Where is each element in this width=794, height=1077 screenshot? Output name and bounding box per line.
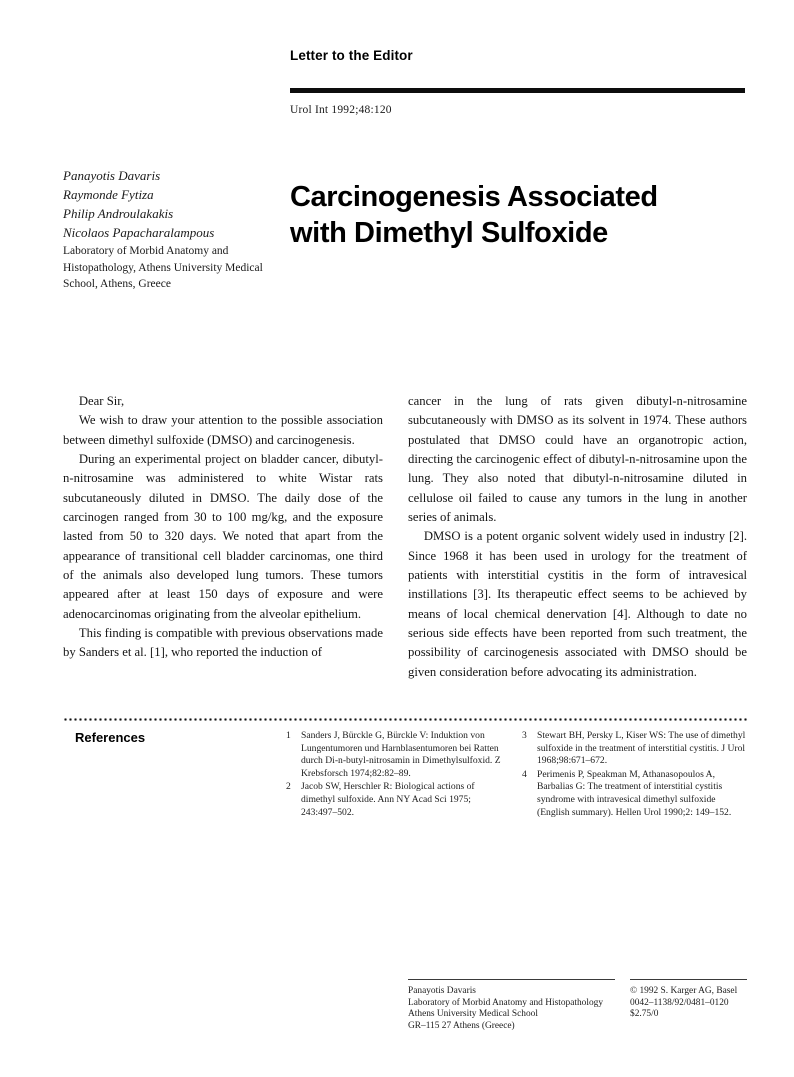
reference-number: 1 bbox=[286, 730, 291, 741]
affiliation-line: School, Athens, Greece bbox=[63, 278, 171, 290]
author-name: Panayotis Davaris bbox=[63, 168, 161, 183]
author-name: Raymonde Fytiza bbox=[63, 187, 154, 202]
author-name: Philip Androulakakis bbox=[63, 206, 174, 221]
references-column-2 bbox=[522, 730, 747, 820]
affiliation-line: Laboratory of Morbid Anatomy and bbox=[63, 245, 229, 257]
correspondence-block bbox=[408, 986, 620, 1032]
body-paragraph: During an experimental project on bladder cancer, dibutyl-n-nitrosamine was administered to white Wistar rats subcutaneously diluted in DMSO. The daily dose of the carcinogen ranged from 30 to 100 mg/kg, and the exposure lasted from 50 to 320 days. We noted that apart from the appearance of transitional cell bladder carcinomas, one third of the animals also developed lung tumors. These tumors appeared after at least 150 days of exposure and were adenocarcinomas originating from the alveolar epithelium. bbox=[63, 452, 383, 621]
issn-line: 0042–1138/92/0481–0120 bbox=[630, 997, 729, 1008]
journal-citation: Urol Int 1992;48:120 bbox=[290, 104, 392, 116]
body-column-right bbox=[408, 392, 747, 682]
author-name: Nicolaos Papacharalampous bbox=[63, 225, 215, 240]
price-line: $2.75/0 bbox=[630, 1009, 659, 1020]
reference-number: 4 bbox=[522, 768, 527, 780]
title-line-2: with Dimethyl Sulfoxide bbox=[290, 217, 608, 250]
reference-item bbox=[522, 730, 747, 768]
references-column-1 bbox=[286, 730, 508, 820]
references-divider bbox=[63, 718, 747, 721]
correspondence-line: Athens University Medical School bbox=[408, 1009, 538, 1020]
affiliation-line: Histopathology, Athens University Medical bbox=[63, 261, 263, 274]
reference-item bbox=[286, 781, 508, 819]
page-title bbox=[290, 179, 720, 251]
body-paragraph: cancer in the lung of rats given dibutyl-n-nitrosamine subcutaneously with DMSO as its solvent in 1974. These authors postulated that DMSO could have an organotropic action, directing the carcinogenic effect of dibutyl-n-nitrosamine upon the lung. They also noted that dibutyl-n-nitrosamine diluted in cellulose oil failed to cause any tumors in the lung in another series of animals. bbox=[408, 394, 747, 525]
footer-rule-right bbox=[630, 979, 747, 980]
correspondence-line: GR–115 27 Athens (Greece) bbox=[408, 1020, 515, 1031]
body-column-left bbox=[63, 392, 383, 663]
reference-number: 2 bbox=[286, 781, 291, 793]
reference-item bbox=[286, 730, 508, 780]
body-paragraph: This finding is compatible with previous observations made by Sanders et al. [1], who reported the induction of bbox=[63, 626, 383, 660]
body-paragraph: DMSO is a potent organic solvent widely used in industry [2]. Since 1968 it has been used in urology for the treatment of patients with interstitial cystitis in the form of intravesical instillations [3]. Its therapeutic effect seems to be achieved by means of local chemical denervation [4]. Although to date no serious side effects have been reported from such treatment, the possibility of carcinogenesis associated with DMSO should be given consideration before advocating its administration. bbox=[408, 529, 747, 679]
affiliation-block bbox=[63, 243, 281, 293]
section-label: Letter to the Editor bbox=[290, 48, 413, 63]
copyright-line: © 1992 S. Karger AG, Basel bbox=[630, 986, 738, 996]
reference-number: 3 bbox=[522, 730, 527, 741]
correspondence-line: Laboratory of Morbid Anatomy and Histopathology bbox=[408, 997, 604, 1008]
body-paragraph: We wish to draw your attention to the possible association between dimethyl sulfoxide (DMSO) and carcinogenesis. bbox=[63, 413, 383, 447]
references-heading: References bbox=[75, 730, 146, 745]
publisher-block bbox=[630, 986, 755, 1021]
footer-rule-left bbox=[408, 979, 615, 980]
reference-text: Stewart BH, Persky L, Kiser WS: The use of dimethyl sulfoxide in the treatment of interstitial cystitis. J Urol 1968;98:671–672. bbox=[537, 730, 746, 767]
reference-text: Sanders J, Bürckle G, Bürckle V: Induktion von Lungentumoren und Harnblasentumoren bei Ratten durch Di-n-butyl-nitrosamin in Dimethylsulfoxid. Z Krebsforsch 1974;82:82–89. bbox=[301, 730, 501, 779]
header-rule bbox=[290, 88, 745, 93]
reference-text: Jacob SW, Herschler R: Biological actions of dimethyl sulfoxide. Ann NY Acad Sci 1975; 243:497–502. bbox=[301, 781, 475, 818]
author-list bbox=[63, 166, 278, 242]
title-line-1: Carcinogenesis Associated bbox=[290, 181, 658, 214]
reference-text: Perimenis P, Speakman M, Athanasopoulos A, Barbalias G: The treatment of interstitial cystitis syndrome with intravesical dimethyl sulfoxide (English summary). Hellen Urol 1990;2: 149–152. bbox=[537, 768, 732, 818]
body-paragraph: Dear Sir, bbox=[78, 394, 125, 408]
reference-item bbox=[522, 769, 747, 819]
correspondence-line: Panayotis Davaris bbox=[408, 986, 476, 996]
